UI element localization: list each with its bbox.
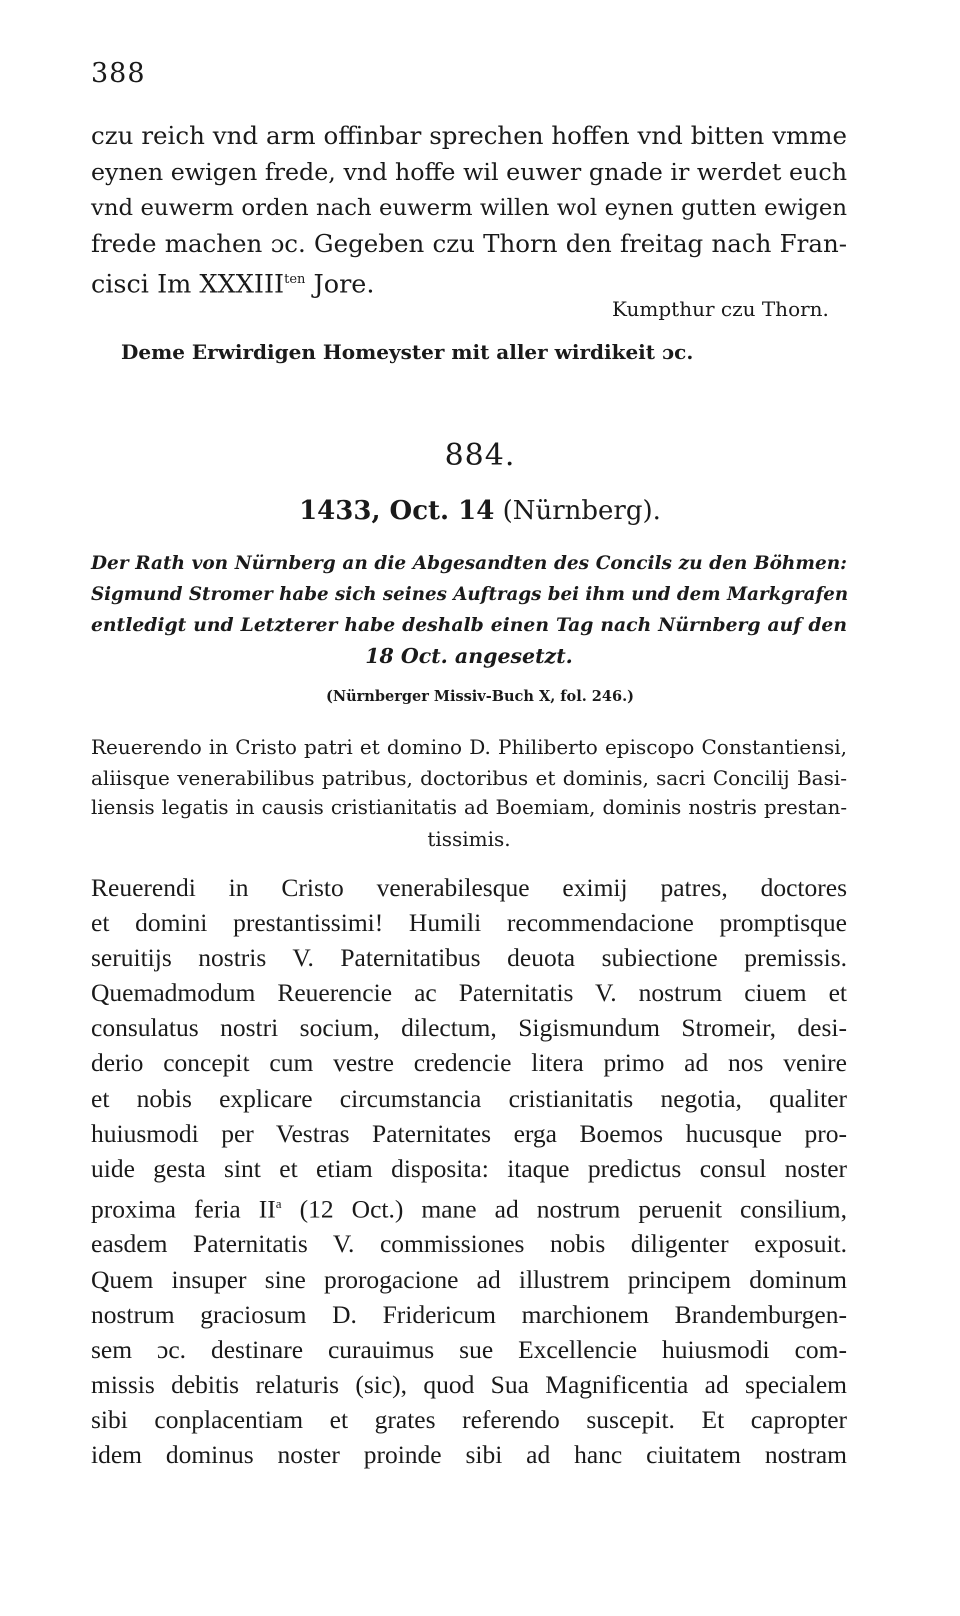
text-line: eynen ewigen frede, vnd hoffe wil euwer gnade ir werdet euch bbox=[91, 158, 847, 186]
superscript: a bbox=[275, 1195, 282, 1211]
body-line: missis debitis relaturis (sic), quod Sua Magnificentia ad specialem bbox=[91, 1369, 847, 1399]
body-line: consulatus nostri socium, dilectum, Sigismundum Stromeir, desi- bbox=[91, 1013, 847, 1043]
regest-line: Der Rath von Nürnberg an die Abgesandten des Concils zu den Böhmen: bbox=[91, 553, 847, 574]
date: 1433, Oct. 14 bbox=[299, 496, 495, 526]
text-fragment: cisci Im XXXIII bbox=[91, 269, 285, 300]
body-line: sibi conplacentiam et grates referendo suscepit. Et capropter bbox=[91, 1404, 847, 1434]
body-line: uide gesta sint et etiam disposita: itaque predictus consul noster bbox=[91, 1153, 847, 1183]
text-line: vnd euwerm orden nach euwerm willen wol eynen gutten ewigen bbox=[91, 195, 847, 221]
body-line: derio concepit cum vestre credencie litera primo ad nos venire bbox=[91, 1048, 847, 1078]
salutation-line: Reuerendo in Cristo patri et domino D. Philiberto episcopo Constantiensi, bbox=[91, 735, 847, 759]
body-line: seruitijs nostris V. Paternitatibus deuota subiectione premissis. bbox=[91, 943, 847, 973]
body-line: nostrum graciosum D. Fridericum marchionem Brandemburgen- bbox=[91, 1299, 847, 1329]
salutation-line: aliisque venerabilibus patribus, doctoribus et dominis, sacri Concilij Basi- bbox=[91, 765, 847, 790]
body-line: easdem Paternitatis V. commissiones nobis diligenter exposuit. bbox=[91, 1229, 847, 1259]
text-fragment: proxima feria II bbox=[91, 1194, 276, 1224]
text-fragment: Jore. bbox=[305, 269, 375, 300]
text-line: frede machen ɔc. Gegeben czu Thorn den freitag nach Fran- bbox=[91, 229, 847, 258]
source-citation: (Nürnberger Missiv-Buch X, fol. 246.) bbox=[326, 688, 634, 705]
letter-body bbox=[91, 870, 847, 1472]
body-line: idem dominus noster proinde sibi ad hanc ciuitatem nostram bbox=[91, 1440, 847, 1469]
body-line: Quem insuper sine prorogacione ad illustrem principem dominum bbox=[91, 1264, 847, 1294]
salutation-line: tissimis. bbox=[427, 826, 511, 851]
body-line: et nobis explicare circumstancia cristianitatis negotia, qualiter bbox=[91, 1083, 847, 1113]
body-line: huiusmodi per Vestras Paternitates erga Boemos hucusque pro- bbox=[91, 1118, 847, 1148]
place: (Nürnberg). bbox=[494, 496, 661, 526]
superscript: ten bbox=[284, 272, 306, 287]
body-line: Reuerendi in Cristo venerabilesque eximij patres, doctores bbox=[91, 873, 847, 902]
salutation-line: liensis legatis in causis cristianitatis ad Boemiam, dominis nostris prestan- bbox=[91, 796, 847, 819]
regest-line: entledigt und Letzterer habe deshalb einen Tag nach Nürnberg auf den bbox=[91, 614, 847, 636]
text-fragment: (12 Oct.) mane ad nostrum peruenit consilium, bbox=[281, 1194, 847, 1224]
document-date bbox=[0, 496, 960, 526]
address-line: Deme Erwirdigen Homeyster mit aller wirdikeit ɔc. bbox=[121, 340, 694, 364]
signature: Kumpthur czu Thorn. bbox=[612, 297, 829, 321]
body-line bbox=[91, 1186, 847, 1227]
previous-letter-text bbox=[91, 118, 847, 303]
body-line: Quemadmodum Reuerencie ac Paternitatis V. nostrum ciuem et bbox=[91, 978, 847, 1008]
regest-line: 18 Oct. angesetzt. bbox=[365, 644, 573, 668]
regest-line: Sigmund Stromer habe sich seines Auftrags bei ihm und dem Markgrafen bbox=[91, 584, 849, 605]
salutation bbox=[91, 732, 847, 854]
document-number: 884. bbox=[444, 438, 516, 473]
text-line: czu reich vnd arm offinbar sprechen hoffen vnd bitten vmme bbox=[91, 121, 847, 150]
regest-summary bbox=[91, 548, 847, 672]
page-number: 388 bbox=[91, 58, 146, 89]
body-line: sem ɔc. destinare curauimus sue Excellencie huiusmodi com- bbox=[91, 1334, 847, 1364]
body-line: et domini prestantissimi! Humili recommendacione promptisque bbox=[91, 908, 847, 938]
